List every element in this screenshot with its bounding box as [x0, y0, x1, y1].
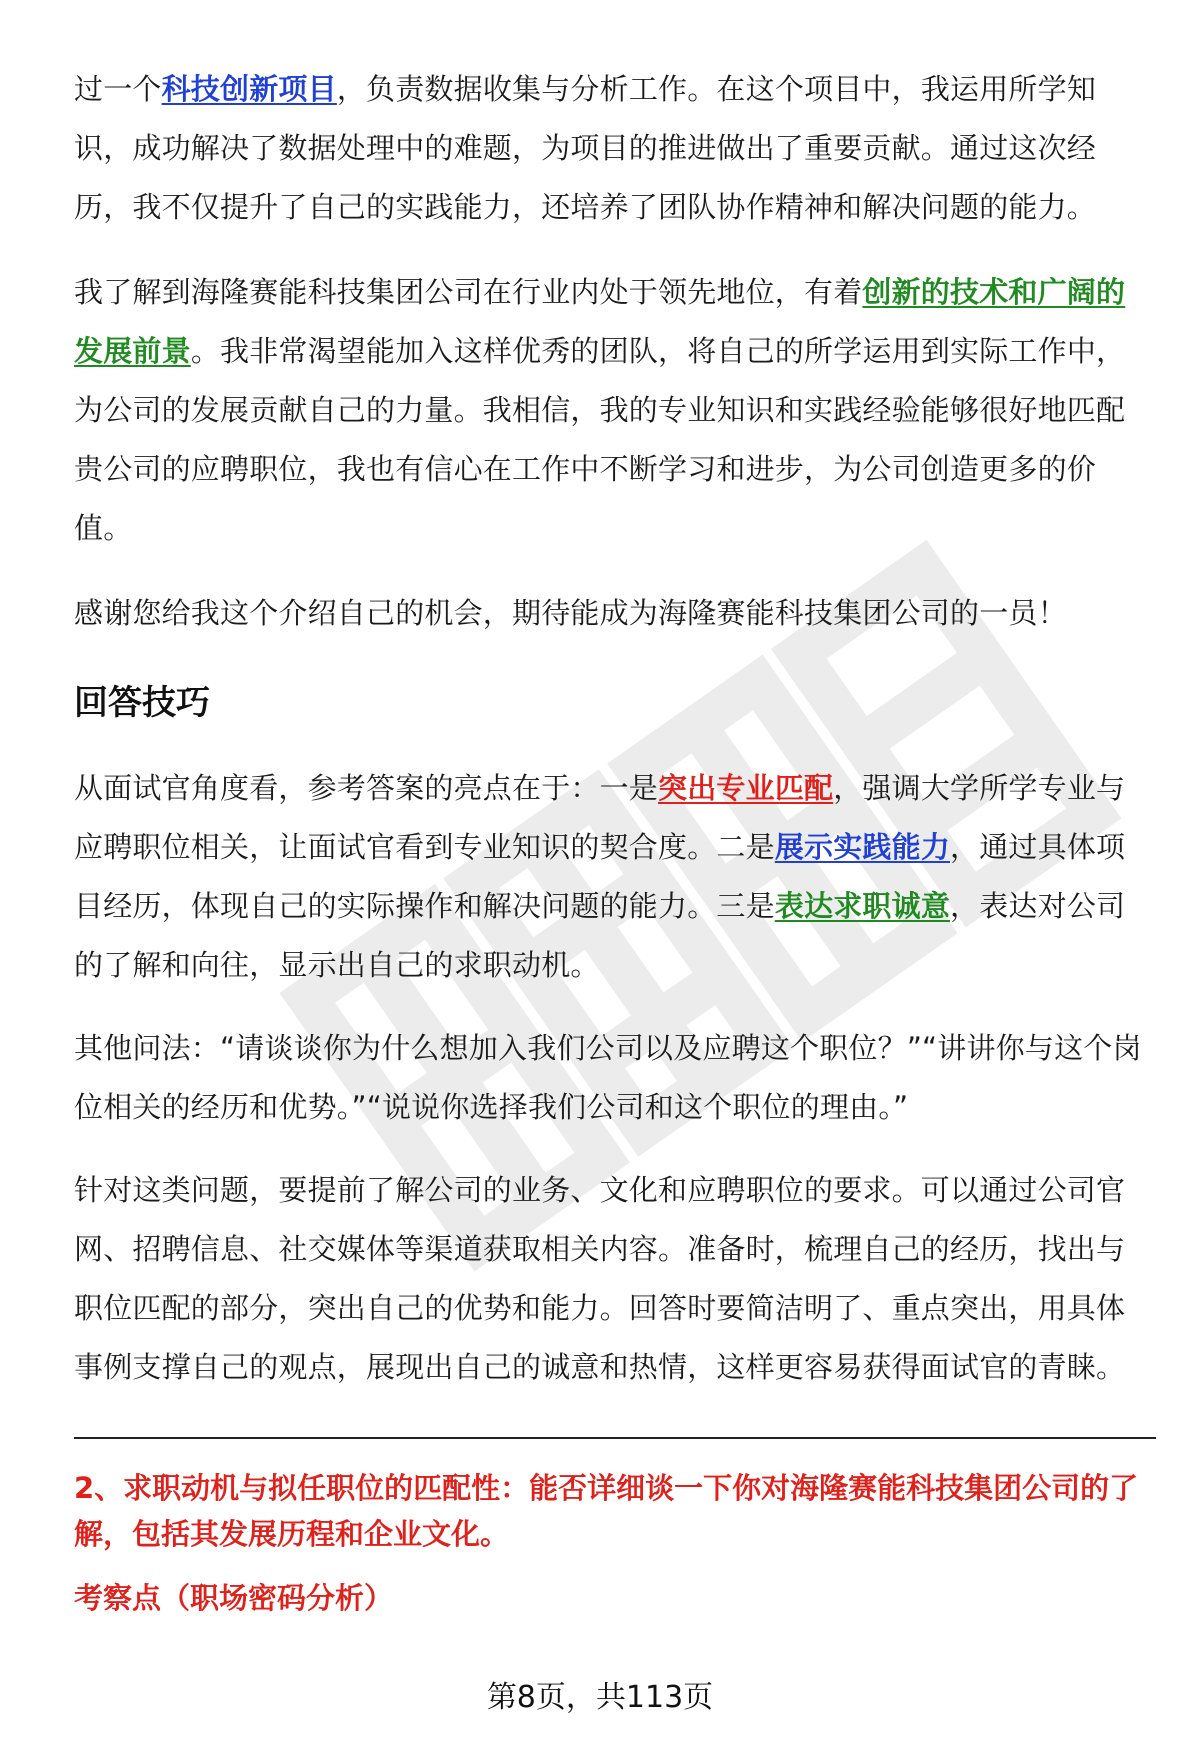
text-segment: 过一个: [74, 72, 162, 106]
text-segment: ，强调大学所学专业与应聘职位相关，让面试官看到专业知识的契合度。二是: [74, 771, 1126, 864]
page-footer: 第8页，共113页: [486, 1680, 714, 1715]
highlight-tech-project: 科技创新项目: [161, 72, 337, 106]
text-segment: 从面试官角度看，参考答案的亮点在于：一是: [74, 771, 659, 805]
highlight-major-match: 突出专业匹配: [658, 771, 834, 805]
text-segment: ，表达对公司的了解和向往，显示出自己的求职动机。: [74, 889, 1126, 982]
question-2: 2、求职动机与拟任职位的匹配性：能否详细谈一下你对海隆赛能科技集团公司的了解，包括其发展历程和企业文化。: [74, 1471, 1139, 1551]
paragraph-advice: 针对这类问题，要提前了解公司的业务、文化和应聘职位的要求。可以通过公司官网、招聘信息、社交媒体等渠道获取相关内容。准备时，梳理自己的经历，找出与职位匹配的部分，突出自己的优势和能力。回答时要简洁明了、重点突出，用具体事例支撑自己的观点，展现出自己的诚意和热情，这样更容易获得面试官的青睐。: [74, 1173, 1126, 1384]
text-segment: ，通过具体项目经历，体现自己的实际操作和解决问题的能力。三是: [74, 830, 1126, 923]
document-body: [74, 60, 1144, 1621]
focus-label: 考察点（职场密码分析）: [74, 1581, 394, 1615]
highlight-job-sincerity: 表达求职诚意: [774, 889, 951, 923]
paragraph-company-interest: [74, 263, 1144, 558]
paragraph-project-experience: [74, 60, 1144, 237]
text-segment: ，负责数据收集与分析工作。在这个项目中，我运用所学知识，成功解决了数据处理中的难题，为项目的推进做出了重要贡献。通过这次经历，我不仅提升了自己的实践能力，还培养了团队协作精神和解决问题的能力。: [74, 72, 1097, 224]
highlight-innovation-prospects: 创新的技术和广阔的发展前景: [74, 275, 1126, 368]
text-segment: 。我非常渴望能加入这样优秀的团队，将自己的所学运用到实际工作中，为公司的发展贡献自己的力量。我相信，我的专业知识和实践经验能够很好地匹配贵公司的应聘职位，我也有信心在工作中不断学习和进步，为公司创造更多的价值。: [74, 334, 1126, 545]
paragraph-thanks: 感谢您给我这个介绍自己的机会，期待能成为海隆赛能科技集团公司的一员！: [74, 596, 1067, 630]
paragraph-tips: [74, 759, 1144, 995]
paragraph-other-questions: 其他问法：“请谈谈你为什么想加入我们公司以及应聘这个职位？”“讲讲你与这个岗位相关的经历和优势。”“说说你选择我们公司和这个职位的理由。”: [74, 1031, 1142, 1124]
highlight-practical-ability: 展示实践能力: [774, 830, 951, 864]
section-title-answer-tips: 回答技巧: [74, 683, 210, 723]
text-segment: 我了解到海隆赛能科技集团公司在行业内处于领先地位，有着: [74, 275, 863, 309]
